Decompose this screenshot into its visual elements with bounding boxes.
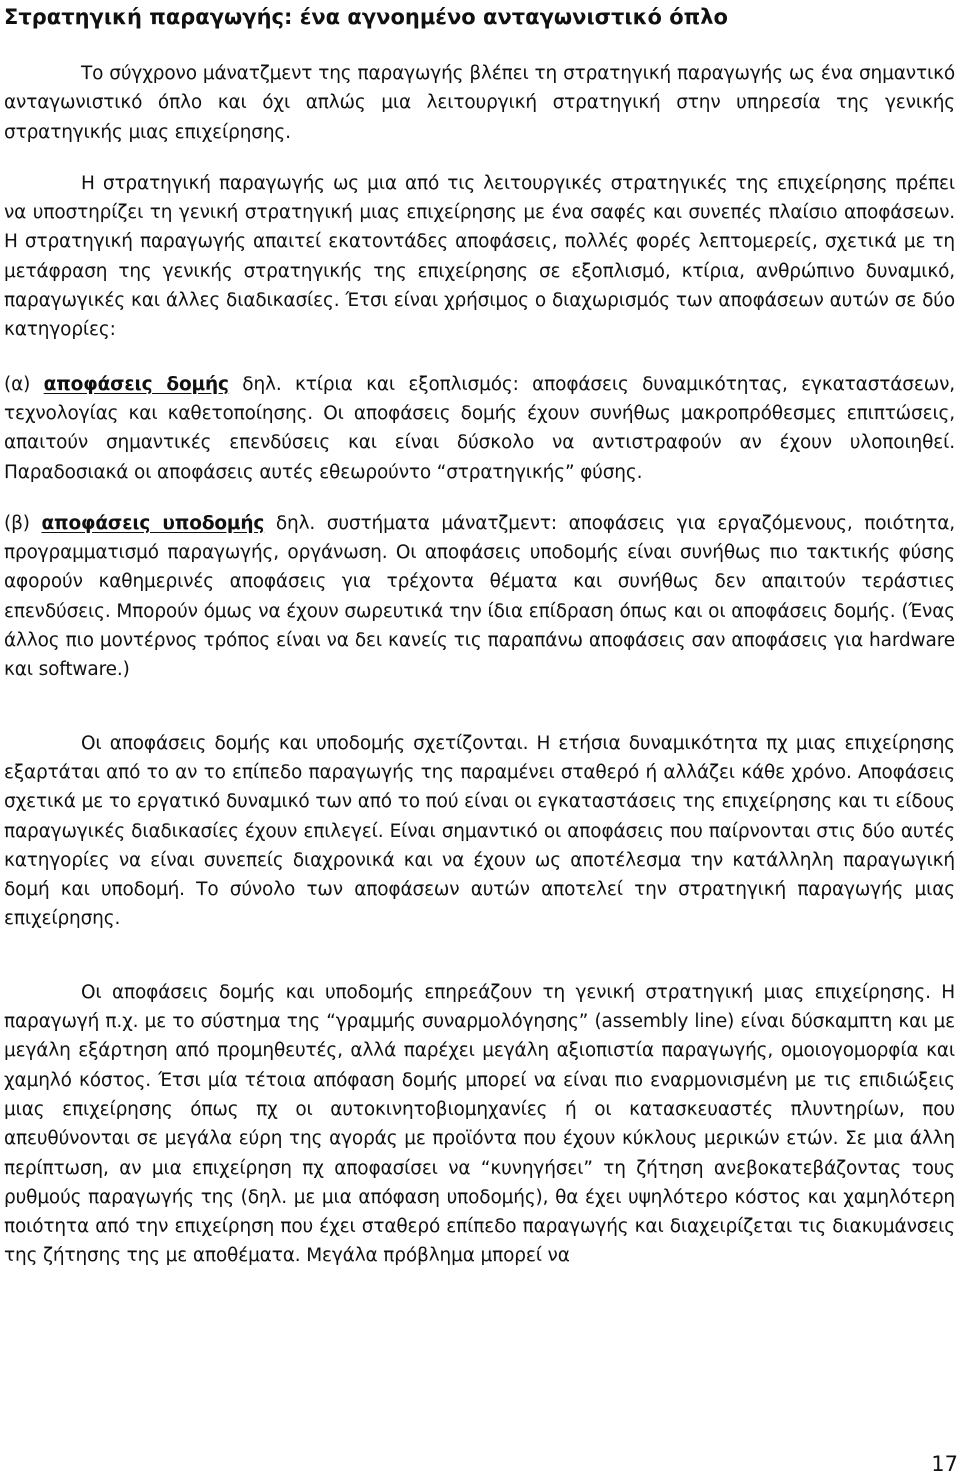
infrastructure-decisions-text: δηλ. συστήματα μάνατζμεντ: αποφάσεις για εργαζόμενους, ποιότητα, προγραμματισμό παραγωγής, οργάνωση. Οι αποφάσεις υποδομής είναι συνήθως πιο τακτικής φύσης αφορούν καθημερινές αποφάσεις για τρέχοντα θέματα και συνήθως δεν απαιτούν τεράστιες επενδύσεις. Μπορούν όμως να έχουν σωρευτικά την ίδια επίδραση όπως και οι αποφάσεις δομής. (Ένας άλλος πιο μοντέρνος τρόπος είναι να δει κανείς τις παραπάνω αποφάσεις σαν αποφάσεις για hardware και software.) (4, 512, 955, 681)
section-title: Στρατηγική παραγωγής: ένα αγνοημένο ανταγωνιστικό όπλο (4, 5, 728, 29)
paragraph-structure-decisions (4, 370, 955, 487)
term-infrastructure-decisions: αποφάσεις υποδομής (41, 512, 265, 534)
paragraph-infrastructure-decisions (4, 509, 955, 685)
structure-decisions-text: δηλ. κτίρια και εξοπλισμός: αποφάσεις δυναμικότητας, εγκαταστάσεων, τεχνολογίας και καθετοποίησης. Οι αποφάσεις δομής έχουν συνήθως μακροπρόθεσμες επιπτώσεις, απαιτούν σημαντικές επενδύσεις και είναι δύσκολο να αντιστραφούν αν έχουν υλοποιηθεί. Παραδοσιακά οι αποφάσεις αυτές εθεωρούντο “στρατηγικής” φύσης. (4, 373, 955, 483)
paragraph-intro: Το σύγχρονο μάνατζμεντ της παραγωγής βλέπει τη στρατηγική παραγωγής ως ένα σημαντικό ανταγωνιστικό όπλο και όχι απλώς μια λειτουργική στρατηγική στην υπηρεσία της γενικής στρατηγικής μιας επιχείρησης. (4, 63, 955, 143)
paragraph-relationship: Οι αποφάσεις δομής και υποδομής σχετίζονται. Η ετήσια δυναμικότητα πχ μιας επιχείρησης εξαρτάται από το αν το επίπεδο παραγωγής της παραμένει σταθερό ή αλλάζει κάθε χρόνο. Αποφάσεις σχετικά με το εργατικό δυναμικό των από το πού είναι οι εγκαταστάσεις της επιχείρησης και τι είδους παραγωγικές διαδικασίες έχουν επιλεγεί. Είναι σημαντικό οι αποφάσεις που παίρνονται στις δύο αυτές κατηγορίες να είναι συνεπείς διαχρονικά και να έχουν ως αποτέλεσμα την κατάλληλη παραγωγική δομή και υποδομή. Το σύνολο των αποφάσεων αυτών αποτελεί την στρατηγική παραγωγής μιας επιχείρησης. (4, 732, 955, 930)
document-page (4, 0, 955, 1271)
paragraph-impact: Οι αποφάσεις δομής και υποδομής επηρεάζουν τη γενική στρατηγική μιας επιχείρησης. Η παραγωγή π.χ. με το σύστημα της “γραμμής συναρμολόγησης” (assembly line) είναι δύσκαμπτη και με μεγάλη εξάρτηση από προμηθευτές, αλλά παρέχει μεγάλη αξιοπιστία παραγωγής, ομοιογομορφία και χαμηλό κόστος. Έτσι μία τέτοια απόφαση δομής μπορεί να είναι πιο εναρμονισμένη με τις επιδιώξεις μιας επιχείρησης όπως πχ οι αυτοκινητοβιομηχανίες ή οι κατασκευαστές πλυντηρίων, που απευθύνονται σε μεγάλα εύρη της αγοράς με προϊόντα που έχουν κύκλους μερικών ετών. Σε μια άλλη περίπτωση, αν μια επιχείρηση πχ αποφασίσει να “κυνηγήσει” τη ζήτηση ανεβοκατεβάζοντας τους ρυθμούς παραγωγής της (δηλ. με μια απόφαση υποδομής), θα έχει υψηλότερο κόστος και χαμηλότερη ποιότητα από την επιχείρηση που έχει σταθερό επίπεδο παραγωγής και διαχειρίζεται τις διακυμάνσεις της ζήτησης της με αποθέματα. Μεγάλα πρόβλημα μπορεί να (4, 981, 955, 1267)
paragraph-decision-framework: Η στρατηγική παραγωγής ως μια από τις λειτουργικές στρατηγικές της επιχείρησης πρέπει να υποστηρίζει τη γενική στρατηγική μιας επιχείρησης με ένα σαφές και συνεπές πλαίσιο αποφάσεων. Η στρατηγική παραγωγής απαιτεί εκατοντάδες αποφάσεις, πολλές φορές λεπτομερείς, σχετικά με τη μετάφραση της γενικής στρατηγικής της επιχείρησης σε εξοπλισμό, κτίρια, ανθρώπινο δυναμικό, παραγωγικές και άλλες διαδικασίες. Έτσι είναι χρήσιμος ο διαχωρισμός των αποφάσεων αυτών σε δύο κατηγορίες: (4, 172, 955, 341)
list-marker-b: (β) (4, 512, 42, 534)
term-structure-decisions: αποφάσεις δομής (43, 373, 229, 395)
page-number: 17 (931, 1452, 958, 1476)
list-marker-a: (α) (4, 373, 44, 395)
